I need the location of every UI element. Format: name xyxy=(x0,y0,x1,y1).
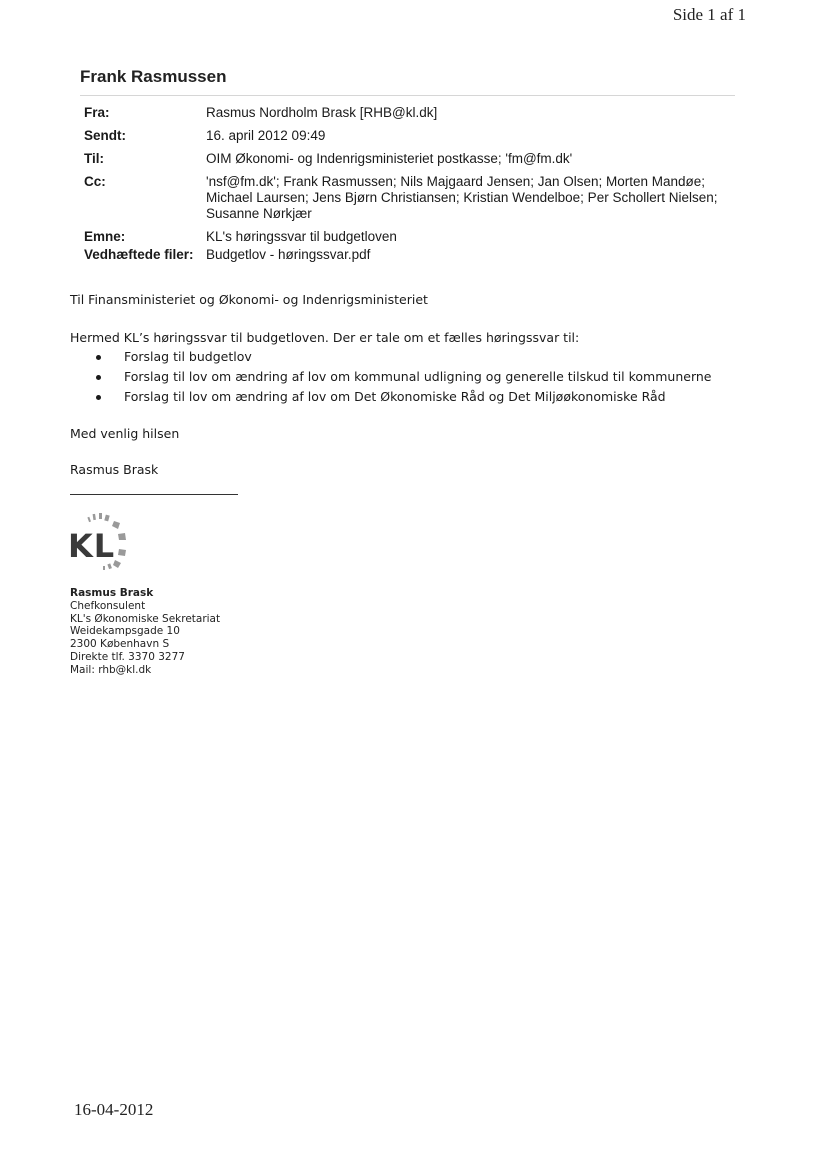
subject-label: Emne: xyxy=(84,229,126,244)
closing: Med venlig hilsen xyxy=(70,426,180,441)
mail-label: Mail: xyxy=(70,663,95,676)
sig-phone: Direkte tlf. 3370 3277 xyxy=(70,650,185,663)
sig-title: Chefkonsulent xyxy=(70,599,146,612)
to-label: Til: xyxy=(84,151,104,166)
logo-text: KL xyxy=(68,527,116,565)
list-item: Forslag til lov om ændring af lov om kommunal udligning og generelle tilskud til kommunerne xyxy=(70,367,770,387)
header-row-subject xyxy=(84,229,734,247)
header-row-from xyxy=(84,105,734,128)
to-value: OIM Økonomi- og Indenrigsministeriet postkasse; 'fm@fm.dk' xyxy=(206,151,573,166)
attachment-link[interactable]: Budgetlov - høringssvar.pdf xyxy=(206,247,371,262)
header-row-to xyxy=(84,151,734,174)
email-header-table xyxy=(84,105,734,270)
signature-name: Rasmus Brask xyxy=(70,462,159,477)
subject-value: KL's høringssvar til budgetloven xyxy=(206,229,397,244)
footer-date: 16-04-2012 xyxy=(74,1100,154,1119)
sent-label: Sendt: xyxy=(84,128,126,143)
header-divider xyxy=(80,95,735,96)
header-row-attachments xyxy=(84,247,734,270)
mail-link[interactable]: rhb@kl.dk xyxy=(98,663,152,676)
email-sender-title: Frank Rasmussen xyxy=(80,67,227,86)
from-value: Rasmus Nordholm Brask [RHB@kl.dk] xyxy=(206,105,438,120)
sig-department: KL's Økonomiske Sekretariat xyxy=(70,612,221,625)
cc-label: Cc: xyxy=(84,174,106,189)
signature-block xyxy=(70,587,220,677)
from-label: Fra: xyxy=(84,105,110,120)
list-item: Forslag til budgetlov xyxy=(70,347,770,367)
bullet-list xyxy=(70,347,770,407)
sig-street: Weidekampsgade 10 xyxy=(70,625,180,638)
email-body xyxy=(70,291,770,479)
header-row-cc xyxy=(84,174,734,229)
page-number: Side 1 af 1 xyxy=(672,5,746,24)
greeting: Til Finansministeriet og Økonomi- og Indenrigsministeriet xyxy=(70,292,428,307)
intro: Hermed KL’s høringssvar til budgetloven. Der er tale om et fælles høringssvar til: xyxy=(70,330,580,345)
sig-mail xyxy=(70,664,220,677)
list-item: Forslag til lov om ændring af lov om Det Økonomiske Råd og Det Miljøøkonomiske Råd xyxy=(70,387,770,407)
sig-city: 2300 København S xyxy=(70,638,170,651)
signature-divider xyxy=(70,494,238,495)
attachments-label: Vedhæftede filer: xyxy=(84,247,194,262)
sent-value: 16. april 2012 09:49 xyxy=(206,128,326,143)
sig-name: Rasmus Brask xyxy=(70,587,154,599)
kl-logo xyxy=(66,508,146,574)
cc-value: 'nsf@fm.dk'; Frank Rasmussen; Nils Majgaard Jensen; Jan Olsen; Morten Mandøe; Michael Laursen; Jens Bjørn Christiansen; Kristian Wendelboe; Per Schollert Nielsen; Susanne Nørkjær xyxy=(206,174,718,221)
header-row-sent xyxy=(84,128,734,151)
